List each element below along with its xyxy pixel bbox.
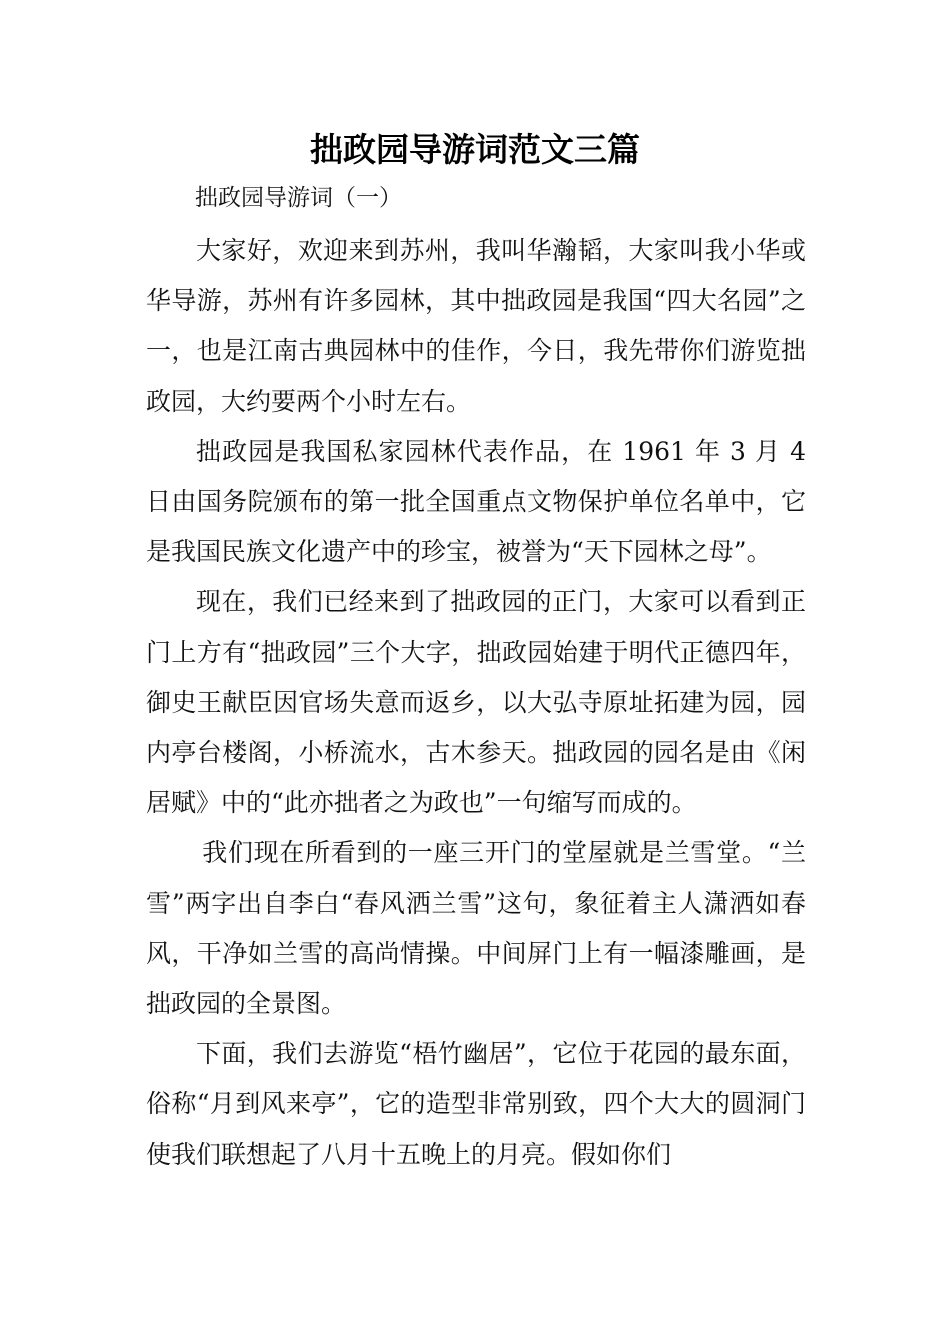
paragraph-welcome: 大家好，欢迎来到苏州，我叫华瀚韬，大家叫我小华或华导游，苏州有许多园林，其中拙政园是我国“四大名园”之一，也是江南古典园林中的佳作，今日，我先带你们游览拙政园，大约要两个小时左右。	[146, 236, 806, 416]
paragraph-lanxue-hall: 我们现在所看到的一座三开门的堂屋就是兰雪堂。“兰雪”两字出自李白“春风洒兰雪”这句，象征着主人潇洒如春风，干净如兰雪的高尚情操。中间屏门上有一幅漆雕画，是拙政园的全景图。	[146, 838, 806, 1019]
section-heading: 拙政园导游词（一）	[195, 185, 402, 211]
paragraph-history: 拙政园是我国私家园林代表作品，在 1961 年 3 月 4 日由国务院颁布的第一批全国重点文物保护单位名单中，它是我国民族文化遗产中的珍宝，被誉为“天下园林之母”。	[146, 436, 806, 567]
paragraph-main-gate: 现在，我们已经来到了拙政园的正门，大家可以看到正门上方有“拙政园”三个大字，拙政园始建于明代正德四年，御史王献臣因官场失意而返乡，以大弘寺原址拓建为园，园内亭台楼阁，小桥流水，古木参天。拙政园的园名是由《闲居赋》中的“此亦拙者之为政也”一句缩写而成的。	[146, 587, 806, 818]
page-title: 拙政园导游词范文三篇	[310, 130, 640, 169]
document-body	[146, 226, 806, 1180]
paragraph-wuzhu-youju: 下面，我们去游览“梧竹幽居”，它位于花园的最东面，俗称“月到风来亭”，它的造型非常别致，四个大大的圆洞门使我们联想起了八月十五晚上的月亮。假如你们	[146, 1039, 806, 1169]
